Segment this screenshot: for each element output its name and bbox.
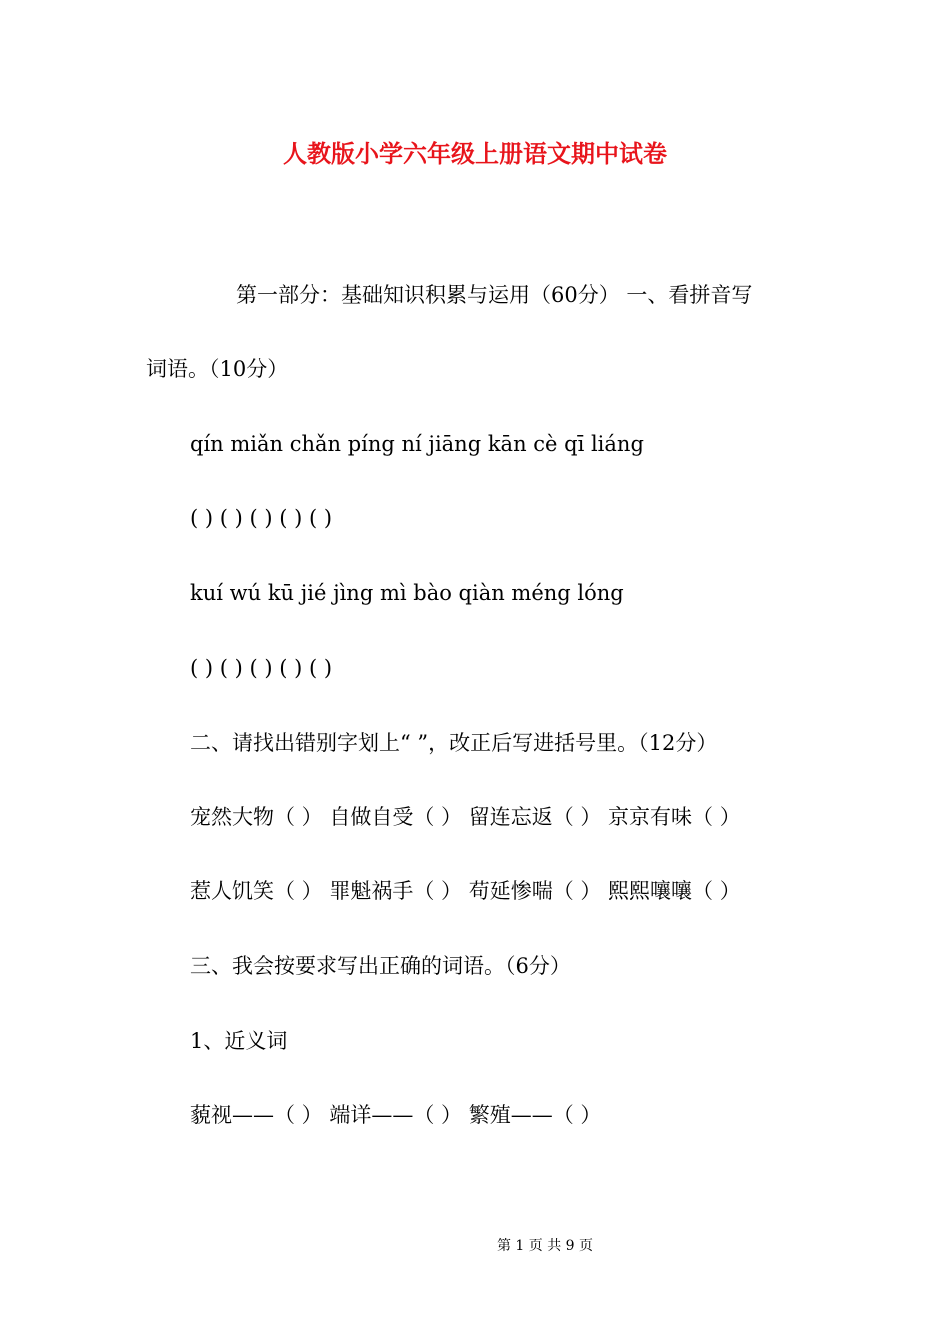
typo-row-2: 惹人饥笑（ ） 罪魁祸手（ ） 苟延惨喘（ ） 熙熙嚷嚷（ ） [190, 879, 741, 903]
document-title: 人教版小学六年级上册语文期中试卷 [283, 139, 667, 168]
section-three-heading: 三、我会按要求写出正确的词语。（6分） [190, 954, 571, 978]
synonyms-label: 1、近义词 [190, 1029, 288, 1053]
page-number: 第 1 页 共 9 页 [496, 1238, 594, 1254]
blank-row-1: ( ) ( ) ( ) ( ) ( ) [190, 506, 333, 530]
section-one-heading: 第一部分：基础知识积累与运用（60分） 一、看拼音写 [236, 283, 753, 307]
synonyms-row: 藐视——（ ） 端详——（ ） 繁殖——（ ） [190, 1103, 602, 1127]
blank-row-2: ( ) ( ) ( ) ( ) ( ) [190, 656, 333, 680]
section-two-heading: 二、请找出错别字划上“ ”，改正后写进括号里。（12分） [190, 731, 718, 755]
pinyin-row-1: qín miǎn chǎn píng ní jiāng kān cè qī liáng [190, 432, 644, 456]
section-one-heading-continued: 词语。（10分） [146, 357, 289, 381]
typo-row-1: 宠然大物（ ） 自做自受（ ） 留连忘返（ ） 京京有味（ ） [190, 805, 741, 829]
pinyin-row-2: kuí wú kū jié jìng mì bào qiàn méng lóng [190, 581, 624, 605]
